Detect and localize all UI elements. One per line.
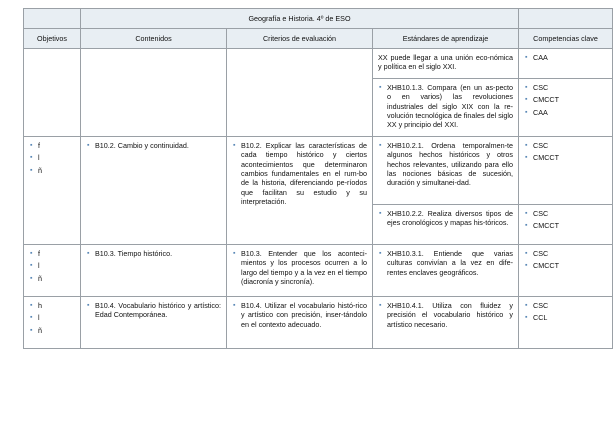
estandar-text: ▪ XHB10.2.2. Realiza diversos tipos de ejes cronológicos y mapas his-tóricos. [378, 209, 513, 228]
objetivo-item: ▪ l [29, 261, 75, 270]
competencia-item: ▪ CMCCT [524, 221, 607, 230]
table-row [24, 49, 613, 79]
objetivo-item: ▪ ñ [29, 166, 75, 175]
estandar-cell [373, 297, 519, 349]
table-row [24, 137, 613, 205]
objetivos-cell [24, 245, 81, 297]
contenidos-cell [81, 137, 227, 245]
criterio-text: ▪ B10.3. Entender que los aconteci-mientos y los procesos ocurren a lo largo del tiempo y a la vez en el tiempo (diacronía y sincronía). [232, 249, 367, 286]
contenido-text: ▪ B10.2. Cambio y continuidad. [86, 141, 221, 150]
competencias-cell [519, 205, 613, 245]
column-header-criterios: Criterios de evaluación [227, 29, 373, 49]
criterios-cell [227, 297, 373, 349]
objetivos-cell [24, 49, 81, 137]
competencia-item: ▪ CSC [524, 141, 607, 150]
objetivo-item: ▪ ñ [29, 326, 75, 335]
column-header-estandares: Estándares de aprendizaje [373, 29, 519, 49]
column-header-objetivos: Objetivos [24, 29, 81, 49]
criterio-text: ▪ B10.2. Explicar las características de cada tiempo histórico y ciertos acontecimientos que determinaron cambios fundamentales en el rum-bo de la historia, diferenciando pe-ríodos que facilitan su estudio y su interpretación. [232, 141, 367, 207]
table-header-row [24, 29, 613, 49]
competencia-item: ▪ CSC [524, 249, 607, 258]
estandar-text: ▪ XHB10.1.3. Compara (en un as-pecto o en varios) las revoluciones industriales del siglo XIX con la re-volución tecnológica de finales del siglo XX y principio del XXI. [378, 83, 513, 130]
curriculum-table [23, 8, 613, 349]
competencia-item: ▪ CMCCT [524, 261, 607, 270]
competencias-cell [519, 137, 613, 205]
estandar-text: ▪ XHB10.4.1. Utiliza con fluidez y precisión el vocabulario histórico y artístico necesario. [378, 301, 513, 329]
competencia-item: ▪ CSC [524, 209, 607, 218]
criterio-text: ▪ B10.4. Utilizar el vocabulario histó-rico y artístico con precisión, inser-tándolo en el contexto adecuado. [232, 301, 367, 329]
competencias-cell [519, 79, 613, 137]
estandar-cell [373, 245, 519, 297]
criterios-cell [227, 137, 373, 245]
contenidos-cell [81, 297, 227, 349]
objetivo-item: ▪ l [29, 313, 75, 322]
criterios-cell [227, 245, 373, 297]
estandar-text: ▪ XHB10.3.1. Entiende que varias culturas convivían a la vez en dife-rentes enclaves geográficos. [378, 249, 513, 277]
competencia-item: ▪ CSC [524, 83, 607, 92]
contenidos-cell [81, 49, 227, 137]
estandar-text: ▪ XHB10.2.1. Ordena temporalmen-te algunos hechos históricos y otros hechos relevantes, utilizando para ello las nociones básicas de sucesión, duración y simultanei-dad. [378, 141, 513, 188]
contenido-text: ▪ B10.3. Tiempo histórico. [86, 249, 221, 258]
column-header-competencias: Competencias clave [519, 29, 613, 49]
competencia-item: ▪ CAA [524, 53, 607, 62]
table-row [24, 297, 613, 349]
estandar-cell [373, 137, 519, 205]
objetivos-cell [24, 297, 81, 349]
column-header-contenidos: Contenidos [81, 29, 227, 49]
competencia-item: ▪ CMCCT [524, 95, 607, 104]
contenido-text: ▪ B10.4. Vocabulario histórico y artístico: Edad Contemporánea. [86, 301, 221, 320]
table-title: Geografía e Historia. 4º de ESO [81, 9, 519, 29]
objetivo-item: ▪ l [29, 153, 75, 162]
competencias-cell [519, 297, 613, 349]
criterios-cell [227, 49, 373, 137]
objetivo-item: ▪ ñ [29, 274, 75, 283]
competencia-item: ▪ CAA [524, 108, 607, 117]
estandar-text: XX puede llegar a una unión eco-nómica y política en el siglo XXI. [378, 53, 514, 72]
estandar-cell [373, 205, 519, 245]
objetivos-cell [24, 137, 81, 245]
competencias-cell [519, 245, 613, 297]
estandar-cell [373, 79, 519, 137]
table-title-row [24, 9, 613, 29]
objetivo-item: ▪ f [29, 249, 75, 258]
estandar-cell [373, 49, 519, 79]
competencia-item: ▪ CSC [524, 301, 607, 310]
competencia-item: ▪ CCL [524, 313, 607, 322]
contenidos-cell [81, 245, 227, 297]
competencia-item: ▪ CMCCT [524, 153, 607, 162]
table-row [24, 245, 613, 297]
competencias-cell [519, 49, 613, 79]
objetivo-item: ▪ f [29, 141, 75, 150]
objetivo-item: ▪ h [29, 301, 75, 310]
